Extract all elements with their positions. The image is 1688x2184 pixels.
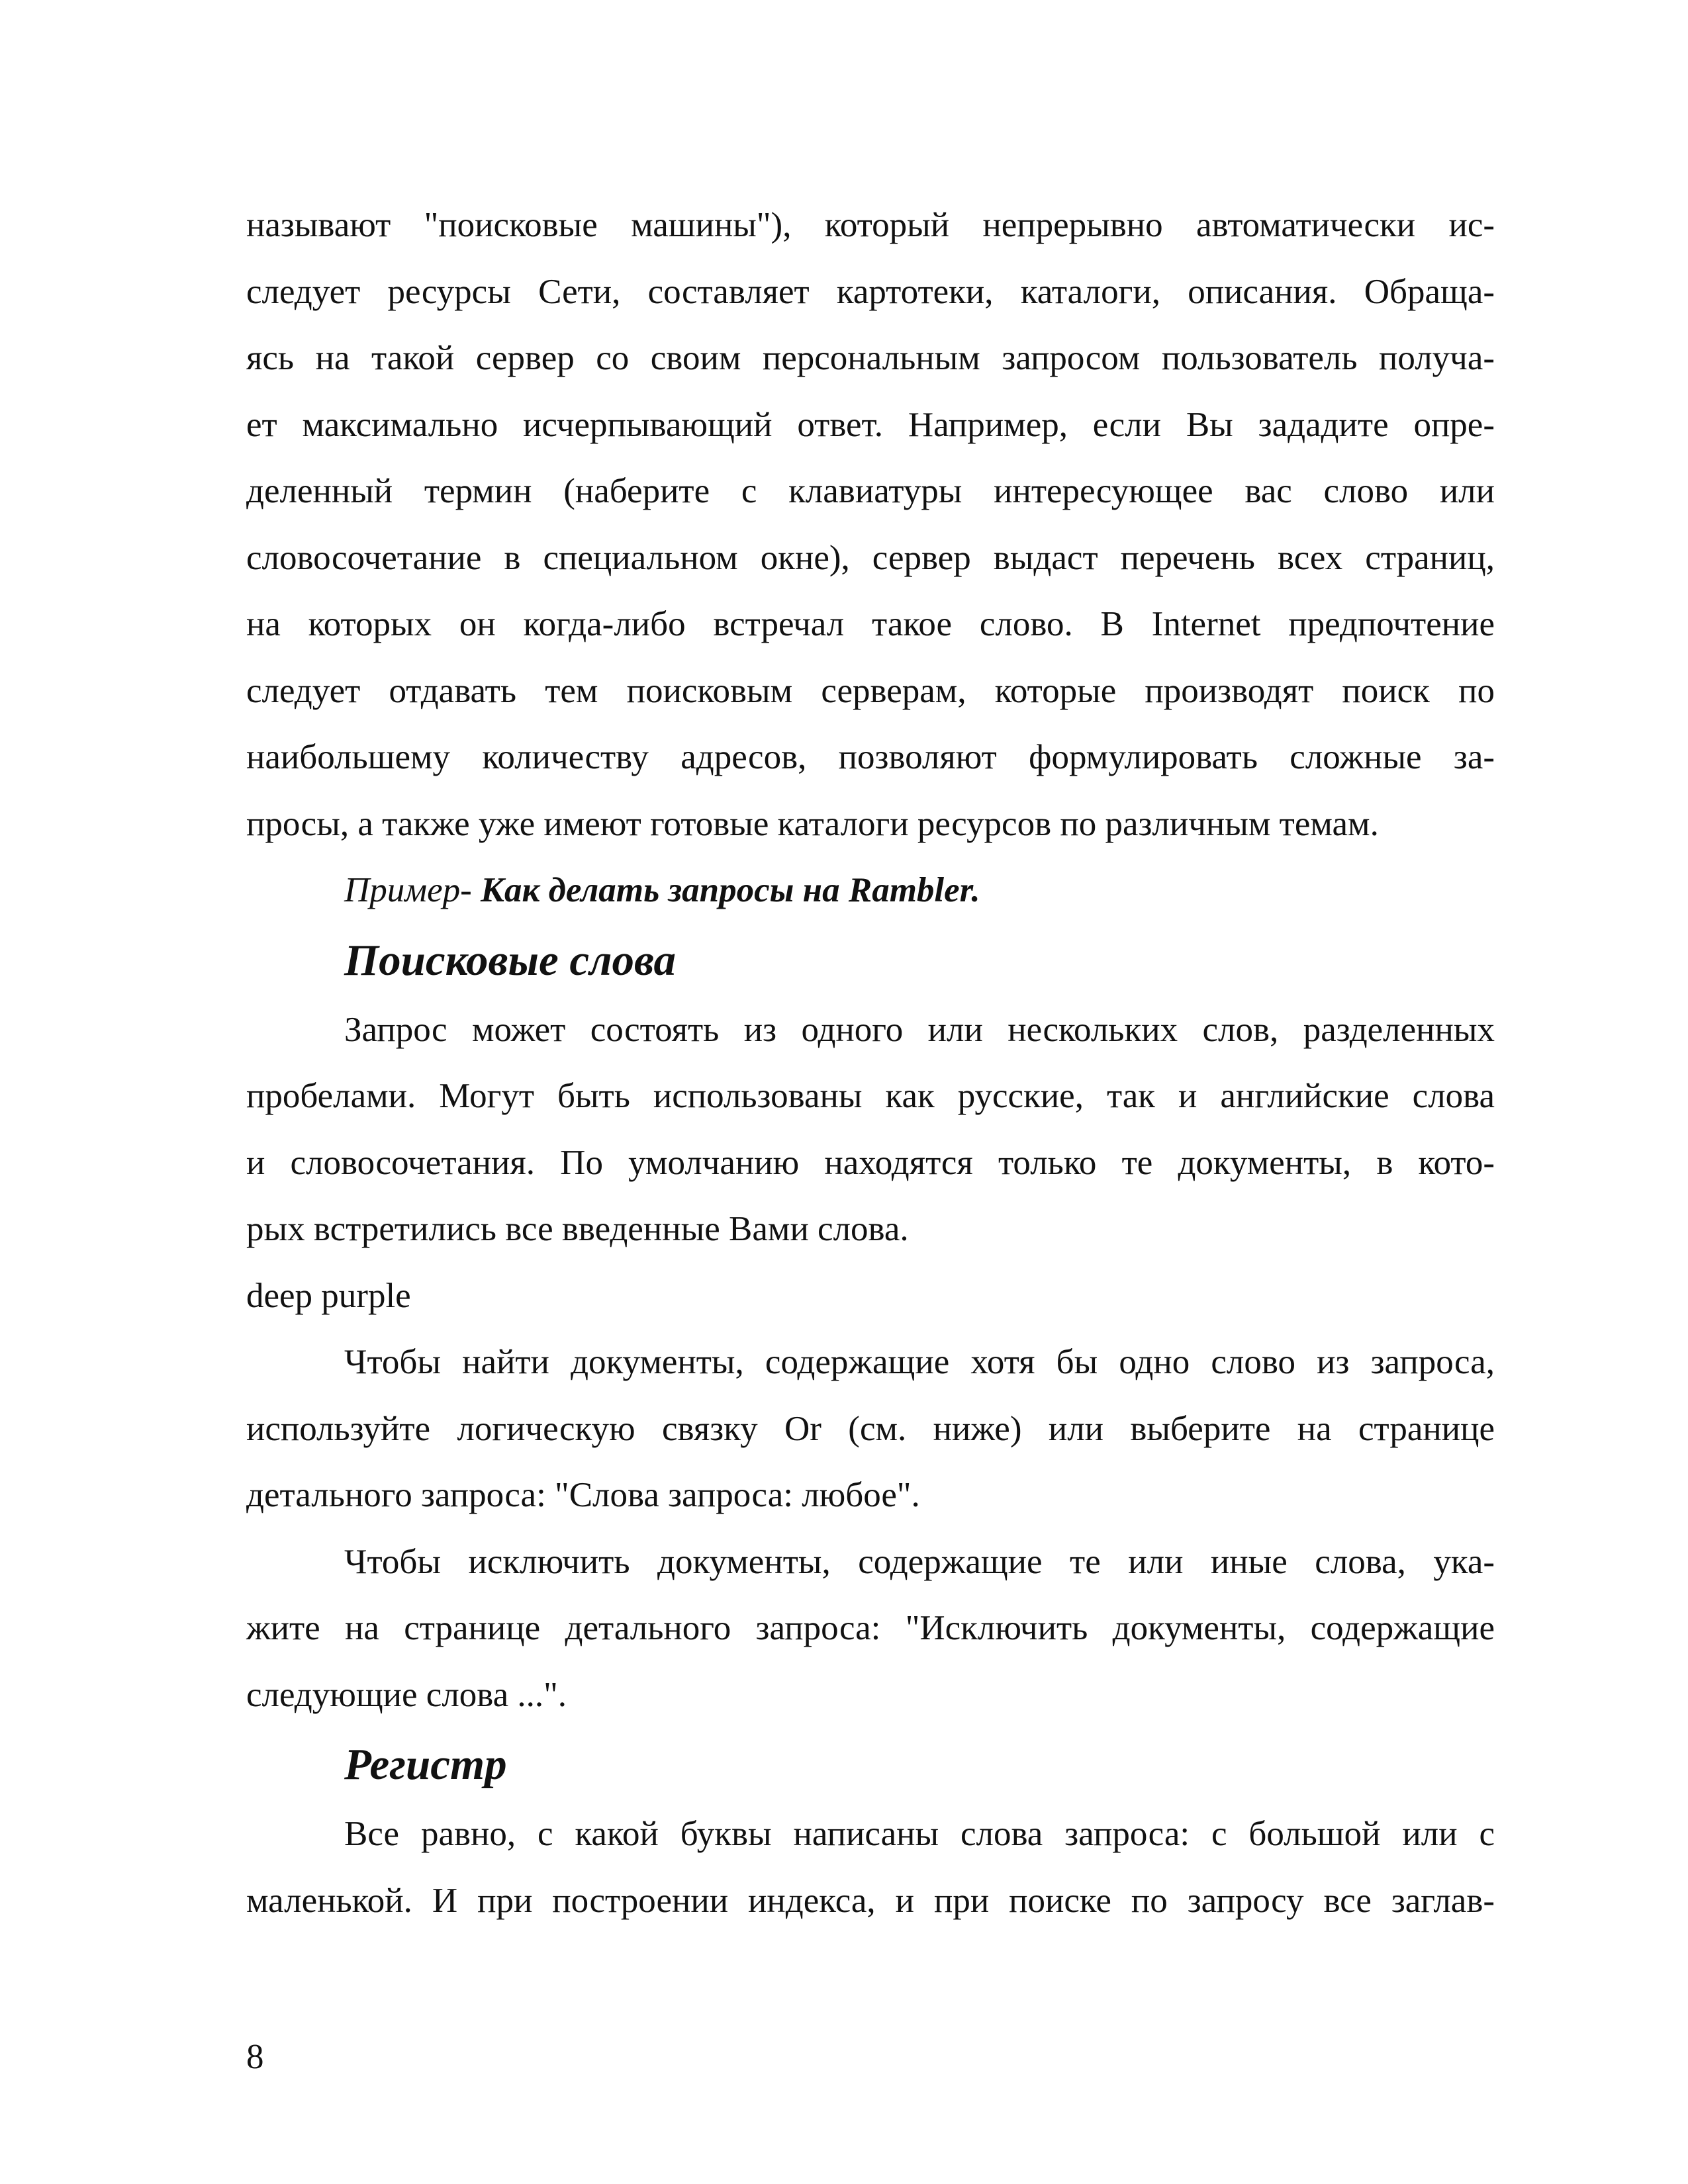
text-line: называют "поисковые машины"), который непрерывно автоматически ис- xyxy=(246,206,1495,244)
text-line: ясь на такой сервер со своим персональным запросом пользователь получа- xyxy=(246,339,1495,377)
text-line: следующие слова ...". xyxy=(246,1675,567,1714)
section2-paragraph-1 xyxy=(246,1801,1495,1934)
text-line: Чтобы исключить документы, содержащие те или иные слова, ука- xyxy=(344,1542,1495,1581)
intro-paragraph xyxy=(246,192,1495,857)
text-line: Запрос может состоять из одного или нескольких слов, разделенных xyxy=(344,1010,1495,1049)
text-line: Все равно, с какой буквы написаны слова запроса: с большой или с xyxy=(344,1815,1495,1853)
text-line: наибольшему количеству адресов, позволяют формулировать сложные за- xyxy=(246,738,1495,776)
text-line: пробелами. Могут быть использованы как русские, так и английские слова xyxy=(246,1077,1495,1115)
section-heading-search-words: Поисковые слова xyxy=(344,935,677,985)
text-line: словосочетание в специальном окне), сервер выдаст перечень всех страниц, xyxy=(246,538,1495,577)
text-line: на которых он когда-либо встречал такое слово. В Internet предпочтение xyxy=(246,605,1495,643)
text-line: жите на странице детального запроса: "Исключить документы, содержащие xyxy=(246,1609,1495,1647)
page-number: 8 xyxy=(246,2038,264,2076)
section-heading-case: Регистр xyxy=(344,1740,507,1789)
section1-paragraph-1 xyxy=(246,997,1495,1263)
example-label: Пример- xyxy=(344,871,472,909)
text-line: деленный термин (наберите с клавиатуры интересующее вас слово или xyxy=(246,472,1495,510)
text-line: и словосочетания. По умолчанию находятся только те документы, в кото- xyxy=(246,1143,1495,1182)
text-line: ет максимально исчерпывающий ответ. Например, если Вы зададите опре- xyxy=(246,405,1495,444)
section1-paragraph-3 xyxy=(246,1529,1495,1729)
text-line: маленькой. И при построении индекса, и при поиске по запросу все заглав- xyxy=(246,1881,1495,1920)
section1-paragraph-2 xyxy=(246,1329,1495,1529)
text-line: используйте логическую связку Or (см. ниже) или выберите на странице xyxy=(246,1409,1495,1448)
text-line: следует ресурсы Сети, составляет картотеки, каталоги, описания. Обраща- xyxy=(246,272,1495,311)
text-line: следует отдавать тем поисковым серверам, которые производят поиск по xyxy=(246,671,1495,710)
text-line: детального запроса: "Слова запроса: любое". xyxy=(246,1476,920,1514)
example-title: Как делать запросы на Rambler. xyxy=(481,871,980,909)
example-caption xyxy=(246,857,1495,924)
text-line: просы, а также уже имеют готовые каталоги ресурсов по различным темам. xyxy=(246,804,1379,843)
sample-query: deep purple xyxy=(246,1276,411,1315)
document-page xyxy=(246,192,1495,1934)
text-line: Чтобы найти документы, содержащие хотя бы одно слово из запроса, xyxy=(344,1343,1495,1381)
text-line: рых встретились все введенные Вами слова. xyxy=(246,1210,909,1248)
